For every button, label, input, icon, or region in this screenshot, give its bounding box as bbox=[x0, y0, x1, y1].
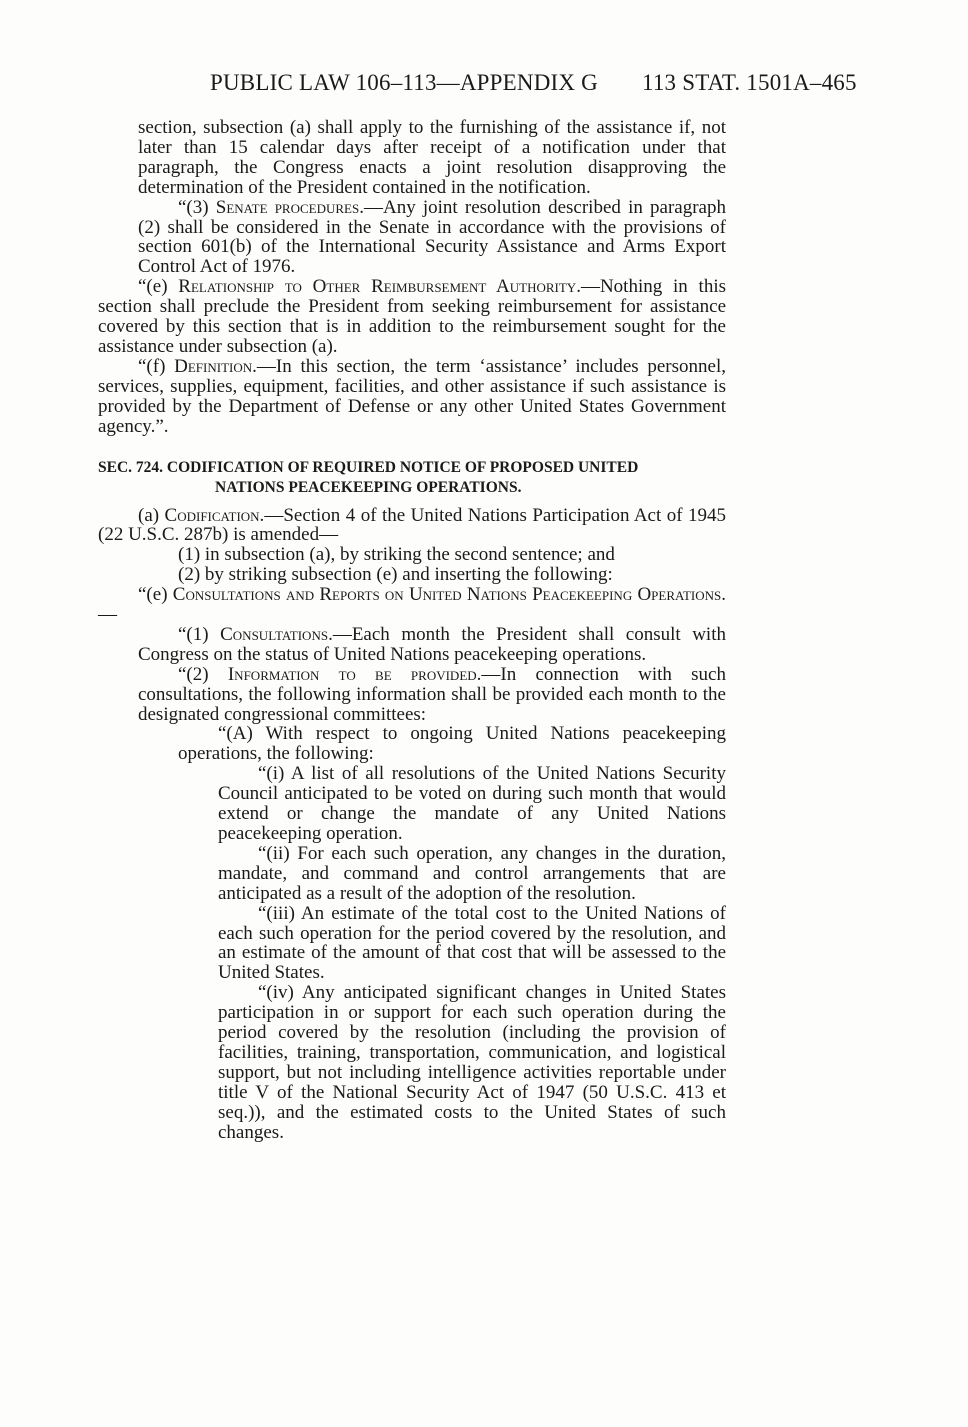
caption-codification: Codification. bbox=[164, 504, 265, 526]
caption-information-provided: Information to be provided. bbox=[227, 663, 482, 685]
clause-i: “(i) A list of all resolutions of the United Nations Security Council anticipated to be voted on during such month that would extend or change the mandate of any United Nations peacekeeping operation. bbox=[218, 763, 726, 844]
paragraph-information-provided: “(2) Information to be provided.—In connection with such consultations, the following information shall be provided each month to the designated congressional committees: bbox=[138, 663, 726, 725]
paragraph-definition: “(f) Definition.—In this section, the term ‘assistance’ includes personnel, services, supplies, equipment, facilities, and other assistance if such assistance is provided by the Department of Defense or any other United States Government agency.”. bbox=[98, 355, 726, 437]
clause-iv: “(iv) Any anticipated significant changes in United States participation in or support for each such operation during the period covered by the resolution (including the provision of facilities, training, transportation, communication, and logistical support, but not including intelligence activities reportable under title V of the National Security Act of 1947 (50 U.S.C. 413 et seq.)), and the estimated costs to the United States of such changes. bbox=[218, 982, 726, 1143]
paragraph-continuation: section, subsection (a) shall apply to the furnishing of the assistance if, not later than 15 calendar days after receipt of a notification under that paragraph, the Congress enacts a joint resolution disapproving the determination of the President contained in the notification. bbox=[138, 117, 726, 198]
paragraph-senate-procedures: “(3) Senate procedures.—Any joint resolution described in paragraph (2) shall be considered in the Senate in accordance with the provisions of section 601(b) of the International Security Assistance and Arms Export Control Act of 1976. bbox=[138, 196, 726, 278]
paragraph-codification: (a) Codification.—Section 4 of the United Nations Participation Act of 1945 (22 U.S.C. 287b) is amended— bbox=[98, 504, 726, 546]
section-heading-line-1: SEC. 724. CODIFICATION OF REQUIRED NOTICE OF PROPOSED UNITED bbox=[98, 458, 639, 476]
subparagraph-A: “(A) With respect to ongoing United Nations peacekeeping operations, the following: bbox=[178, 723, 726, 765]
paragraph-consultations-heading: “(e) Consultations and Reports on United Nations Peacekeeping Operations.— bbox=[98, 584, 726, 626]
section-heading bbox=[98, 458, 726, 498]
caption-senate-procedures: Senate procedures. bbox=[215, 196, 364, 218]
paragraph-reimbursement-authority: “(e) Relationship to Other Reimbursement Authority.—Nothing in this section shall preclude the President from seeking reimbursement for assistance covered by this section that is in addition to the reimbursement sought for the assistance under subsection (a). bbox=[98, 276, 726, 357]
clause-iii: “(iii) An estimate of the total cost to the United Nations of each such operation for the period covered by the resolution, and an estimate of the amount of that cost that will be assessed to the United States. bbox=[218, 902, 726, 984]
clause-ii: “(ii) For each such operation, any changes in the duration, mandate, and command and control arrangements that are anticipated as a result of the adoption of the resolution. bbox=[218, 842, 726, 904]
paragraph-consultations: “(1) Consultations.—Each month the President shall consult with Congress on the status of United Nations peacekeeping operations. bbox=[138, 623, 726, 665]
caption-definition: Definition. bbox=[174, 355, 257, 377]
caption-consultations-reports: Consultations and Reports on United Nations Peacekeeping Operations. bbox=[172, 584, 726, 606]
page-header bbox=[210, 70, 870, 100]
running-head-title: PUBLIC LAW 106–113—APPENDIX G bbox=[210, 70, 598, 95]
amendment-item-1: (1) in subsection (a), by striking the second sentence; and bbox=[178, 544, 615, 566]
caption-reimbursement-authority: Relationship to Other Reimbursement Authority. bbox=[178, 276, 581, 298]
caption-consultations: Consultations. bbox=[220, 623, 333, 645]
amendment-item-2: (2) by striking subsection (e) and inserting the following: bbox=[178, 564, 613, 586]
statute-page-number: 113 STAT. 1501A–465 bbox=[642, 70, 857, 95]
page-body bbox=[98, 118, 726, 1143]
section-heading-line-2: NATIONS PEACEKEEPING OPERATIONS. bbox=[215, 478, 522, 496]
